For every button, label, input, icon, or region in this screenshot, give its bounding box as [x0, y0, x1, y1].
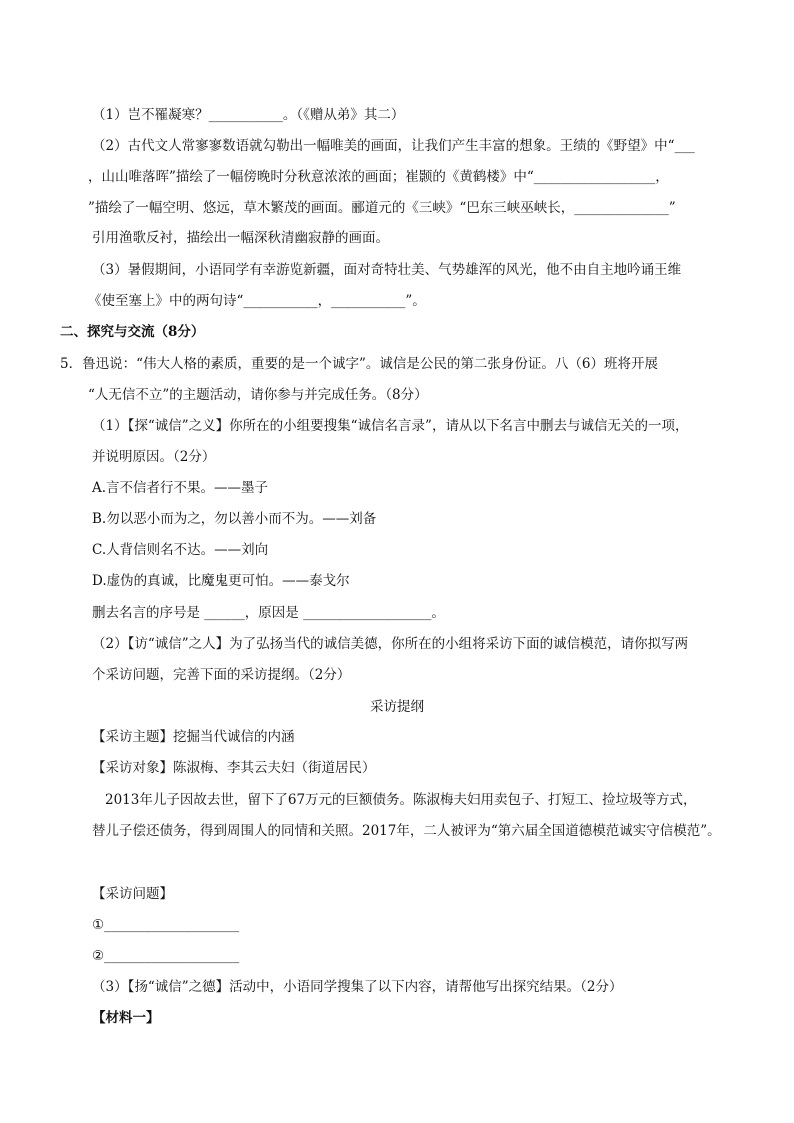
- interview-subject: 【采访对象】陈淑梅、李其云夫妇（街道居民）: [92, 760, 376, 776]
- interview-theme: 【采访主题】挖掘当代诚信的内涵: [92, 729, 295, 745]
- q5-stem-line-1: 5．鲁迅说：“伟大人格的素质，重要的是一个诚字”。诚信是公民的第二张身份证。八（6）班将开展: [60, 356, 658, 372]
- q4-3-line-1: （3）暑假期间，小语同学有幸游览新疆，面对奇特壮美、气势雄浑的风光，他不由自主地吟诵王维: [92, 262, 682, 278]
- interview-question-1: ①____________________: [92, 917, 240, 933]
- interview-outline-title: 采访提纲: [370, 699, 424, 715]
- section-2-heading: 二、探究与交流（8分）: [60, 324, 205, 340]
- q5-stem-line-2: “人无信不立”的主题活动，请你参与并完成任务。（8分）: [88, 387, 428, 403]
- subject-story-line-2: 替儿子偿还债务，得到周围人的同情和关照。2017年，二人被评为“第六届全国道德模范诚实守信模范”。: [92, 823, 721, 839]
- q4-2-line-1: （2）古代文人常寥寥数语就勾勒出一幅唯美的画面，让我们产生丰富的想象。王绩的《野望》中“___: [92, 138, 695, 154]
- interview-question-2: ②____________________: [92, 948, 240, 964]
- q5-1-line-2: 并说明原因。（2分）: [92, 449, 216, 465]
- q5-2-line-2: 个采访问题，完善下面的采访提纲。（2分）: [92, 667, 351, 683]
- option-c: C.人背信则名不达。——刘向: [92, 542, 269, 558]
- option-a: A.言不信者行不果。——墨子: [92, 480, 269, 496]
- option-d: D.虚伪的真诚，比魔鬼更可怕。——泰戈尔: [92, 573, 350, 589]
- q4-2-line-2: ，山山唯落晖”描绘了一幅傍晚时分秋意浓浓的画面；崔颢的《黄鹤楼》中“__________________，: [88, 169, 669, 185]
- q4-2-line-4: 引用渔歌反衬，描绘出一幅深秋清幽寂静的画面。: [92, 230, 389, 246]
- material-1-label: 【材料一】: [92, 1010, 160, 1026]
- q5-1-line-1: （1）【探“诚信”之义】你所在的小组要搜集“诚信名言录”，请从以下名言中删去与诚信无关的一项，: [92, 418, 689, 434]
- q5-3-line: （3）【扬“诚信”之德】活动中，小语同学搜集了以下内容，请帮他写出探究结果。（2分）: [92, 979, 623, 995]
- q5-1-answer-line: 删去名言的序号是 ______，原因是 ___________________。: [92, 605, 445, 621]
- q4-3-line-2: 《使至塞上》中的两句诗“___________，___________”。: [88, 293, 426, 309]
- interview-questions-label: 【采访问题】: [92, 886, 173, 902]
- subject-story-line-1: 2013年儿子因故去世，留下了67万元的巨额债务。陈淑梅夫妇用卖包子、打短工、捡垃圾等方式，: [105, 792, 697, 808]
- option-b: B.勿以恶小而为之，勿以善小而不为。——刘备: [92, 511, 377, 527]
- q5-2-line-1: （2）【访“诚信”之人】为了弘扬当代的诚信美德，你所在的小组将采访下面的诚信模范，请你拟写两: [92, 636, 689, 652]
- q4-2-line-3: ”描绘了一幅空明、悠远，草木繁茂的画面。郦道元的《三峡》“巴东三峡巫峡长，______________”: [88, 200, 676, 216]
- q4-1-line: （1）岂不罹凝寒？___________。（《赠从弟》其二）: [92, 107, 405, 123]
